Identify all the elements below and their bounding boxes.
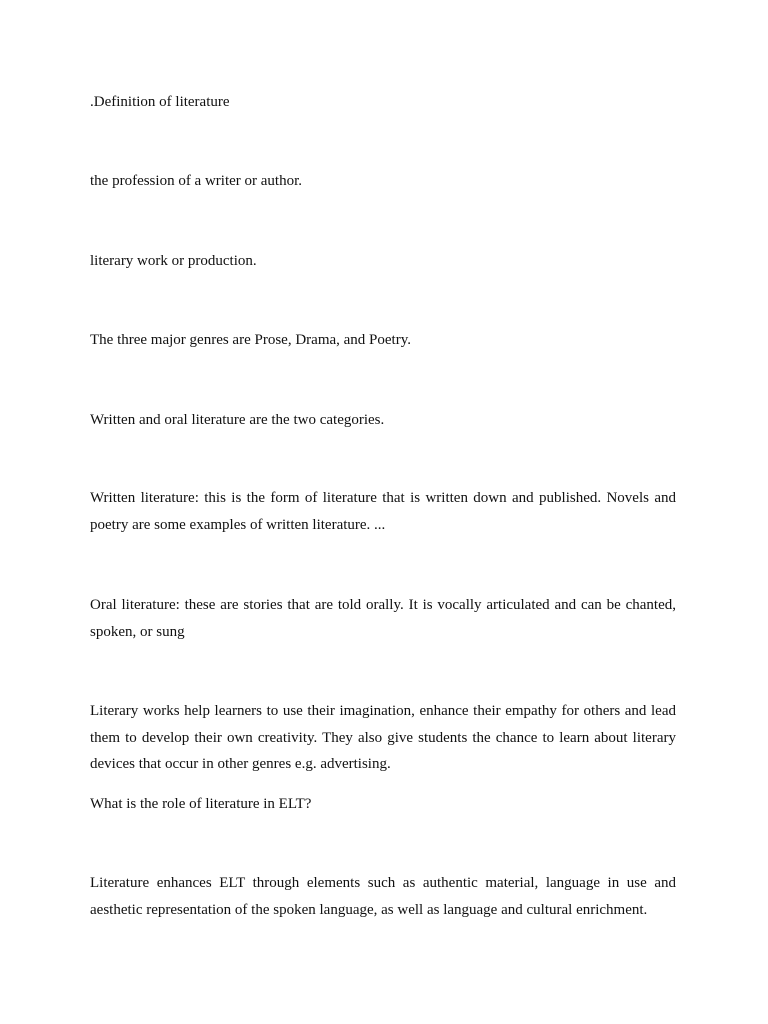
paragraph-categories: Written and oral literature are the two categories. (90, 412, 385, 428)
definition-line-profession: the profession of a writer or author. (90, 173, 303, 189)
definition-line-literary-work: literary work or production. (90, 253, 257, 269)
paragraph-literary-works-benefits: Literary works help learners to use their imagination, enhance their empathy for others and lead them to develop their own creativity. They also give students the chance to learn about literary devices that occur in other genres e.g. advertising. (90, 703, 676, 773)
paragraph-major-genres: The three major genres are Prose, Drama, and Poetry. (90, 332, 411, 348)
paragraph-oral-literature: Oral literature: these are stories that are told orally. It is vocally articulated and can be chanted, spoken, or sung (90, 597, 676, 640)
paragraph-written-literature: Written literature: this is the form of literature that is written down and published. Novels and poetry are some examples of written literature. ... (90, 490, 676, 533)
heading-definition-of-literature: .Definition of literature (90, 94, 230, 110)
paragraph-literature-enhances-elt: Literature enhances ELT through elements such as authentic material, language in use and aesthetic representation of the spoken language, as well as language and cultural enrichment. (90, 875, 676, 918)
question-role-of-literature-in-elt: What is the role of literature in ELT? (90, 796, 312, 812)
